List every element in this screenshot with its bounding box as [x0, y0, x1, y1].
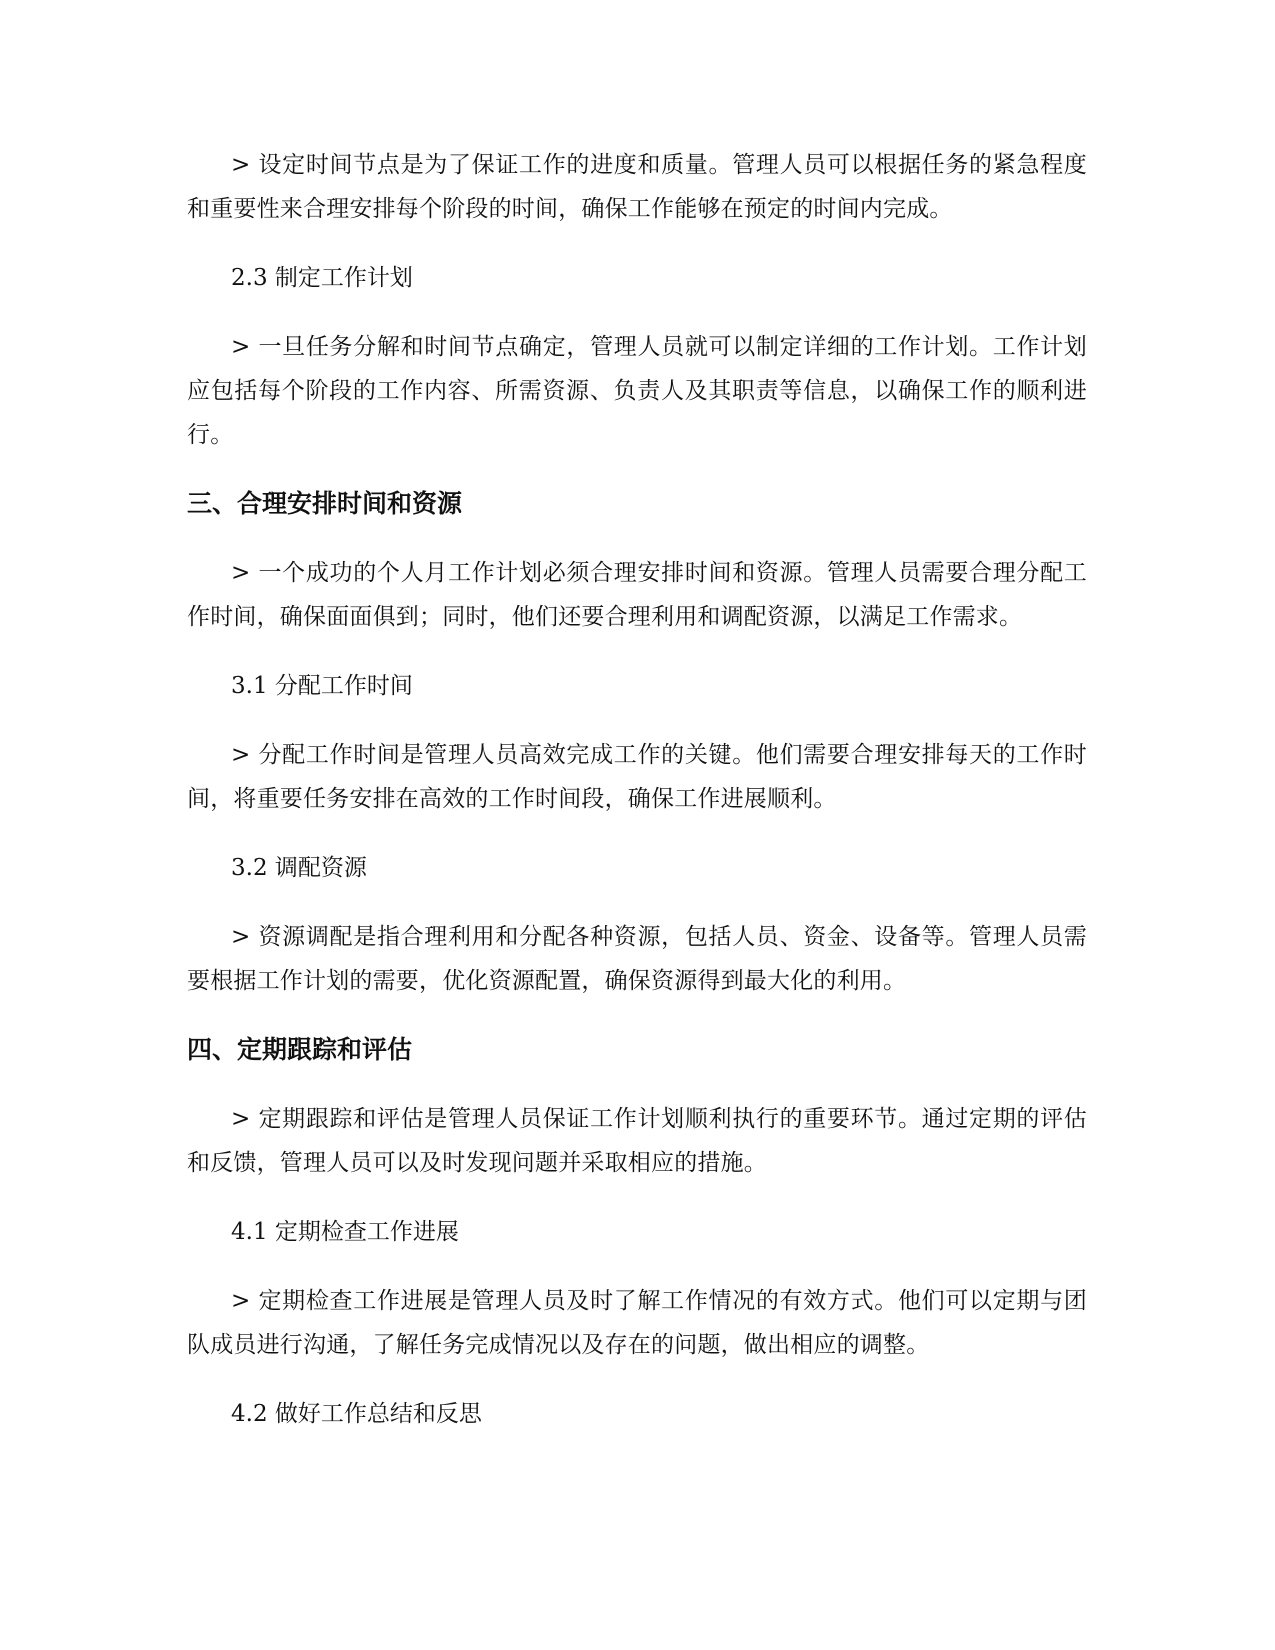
paragraph-work-plan: > 一旦任务分解和时间节点确定，管理人员就可以制定详细的工作计划。工作计划应包括每个阶段的工作内容、所需资源、负责人及其职责等信息，以确保工作的顺利进行。 — [187, 334, 1087, 448]
subheading-4-1: 4.1 定期检查工作进展 — [231, 1219, 459, 1245]
paragraph-allocate-time: > 分配工作时间是管理人员高效完成工作的关键。他们需要合理安排每天的工作时间，将重要任务安排在高效的工作时间段，确保工作进展顺利。 — [187, 742, 1087, 812]
subheading-4-2: 4.2 做好工作总结和反思 — [231, 1401, 482, 1427]
section-heading-4: 四、定期跟踪和评估 — [187, 1035, 413, 1064]
document-page — [187, 143, 1087, 1461]
subheading-3-1: 3.1 分配工作时间 — [231, 673, 413, 699]
subheading-3-2: 3.2 调配资源 — [231, 855, 367, 881]
paragraph-time-nodes: > 设定时间节点是为了保证工作的进度和质量。管理人员可以根据任务的紧急程度和重要性来合理安排每个阶段的时间，确保工作能够在预定的时间内完成。 — [187, 152, 1087, 222]
section-heading-3: 三、合理安排时间和资源 — [187, 489, 463, 518]
paragraph-tracking: > 定期跟踪和评估是管理人员保证工作计划顺利执行的重要环节。通过定期的评估和反馈，管理人员可以及时发现问题并采取相应的措施。 — [187, 1106, 1087, 1176]
subheading-2-3: 2.3 制定工作计划 — [231, 265, 413, 291]
paragraph-check-progress: > 定期检查工作进展是管理人员及时了解工作情况的有效方式。他们可以定期与团队成员进行沟通，了解任务完成情况以及存在的问题，做出相应的调整。 — [187, 1288, 1087, 1358]
paragraph-time-resources: > 一个成功的个人月工作计划必须合理安排时间和资源。管理人员需要合理分配工作时间，确保面面俱到；同时，他们还要合理利用和调配资源，以满足工作需求。 — [187, 560, 1087, 630]
paragraph-allocate-resources: > 资源调配是指合理利用和分配各种资源，包括人员、资金、设备等。管理人员需要根据工作计划的需要，优化资源配置，确保资源得到最大化的利用。 — [187, 924, 1087, 994]
